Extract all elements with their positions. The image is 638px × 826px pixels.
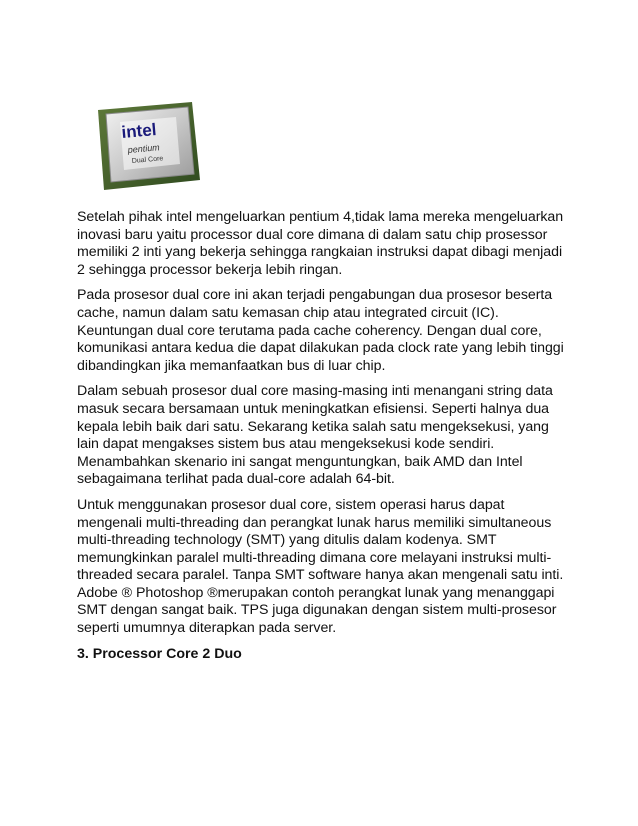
chip-product-sub-text: Dual Core — [131, 155, 164, 165]
document-body — [77, 209, 565, 663]
chip-brand-text: intel — [120, 120, 158, 142]
paragraph-3: Dalam sebuah prosesor dual core masing-masing inti menangani string data masuk secara bersamaan untuk meningkatkan efisiensi. Seperti halnya dua kepala lebih baik dari satu. Sekarang ketika salah satu mengeksekusi, yang lain dapat mengakses sistem bus atau mengeksekusi kode sendiri. Menambahkan skenario ini sangat menguntungkan, baik AMD dan Intel sebagaimana terlihat pada dual-core adalah 64-bit. — [77, 383, 553, 488]
section-heading: 3. Processor Core 2 Duo — [77, 645, 242, 662]
paragraph-2: Pada prosesor dual core ini akan terjadi pengabungan dua prosesor beserta cache, namun dalam satu kemasan chip atau integrated circuit (IC). Keuntungan dual core terutama pada cache coherency. Dengan dual core, komunikasi antara kedua die dapat dilakukan pada clock rate yang lebih tinggi dibandingkan jika memanfaatkan bus di luar chip. — [77, 287, 564, 374]
paragraph-1: Setelah pihak intel mengeluarkan pentium 4,tidak lama mereka mengeluarkan inovasi baru yaitu processor dual core dimana di dalam satu chip prosessor memiliki 2 inti yang bekerja sehingga rangkaian instruksi dapat dibagi menjadi 2 sehingga processor bekerja lebih ringan. — [77, 209, 564, 278]
chip-product-text: pentium — [127, 142, 161, 155]
cpu-image — [92, 100, 202, 192]
intel-pentium-dual-core-chip-image — [92, 100, 202, 192]
paragraph-4: Untuk menggunakan prosesor dual core, sistem operasi harus dapat mengenali multi-threading dan perangkat lunak harus memiliki simultaneous multi-threading technology (SMT) yang ditulis dalam kodenya. SMT memungkinkan paralel multi-threading dimana core melayani instruksi multi-threaded secara paralel. Tanpa SMT software hanya akan mengenali satu inti. Adobe ® Photoshop ®merupakan contoh perangkat lunak yang menanggapi SMT dengan sangat baik. TPS juga digunakan dengan sistem multi-prosesor seperti umumnya diterapkan pada server. — [77, 496, 564, 637]
